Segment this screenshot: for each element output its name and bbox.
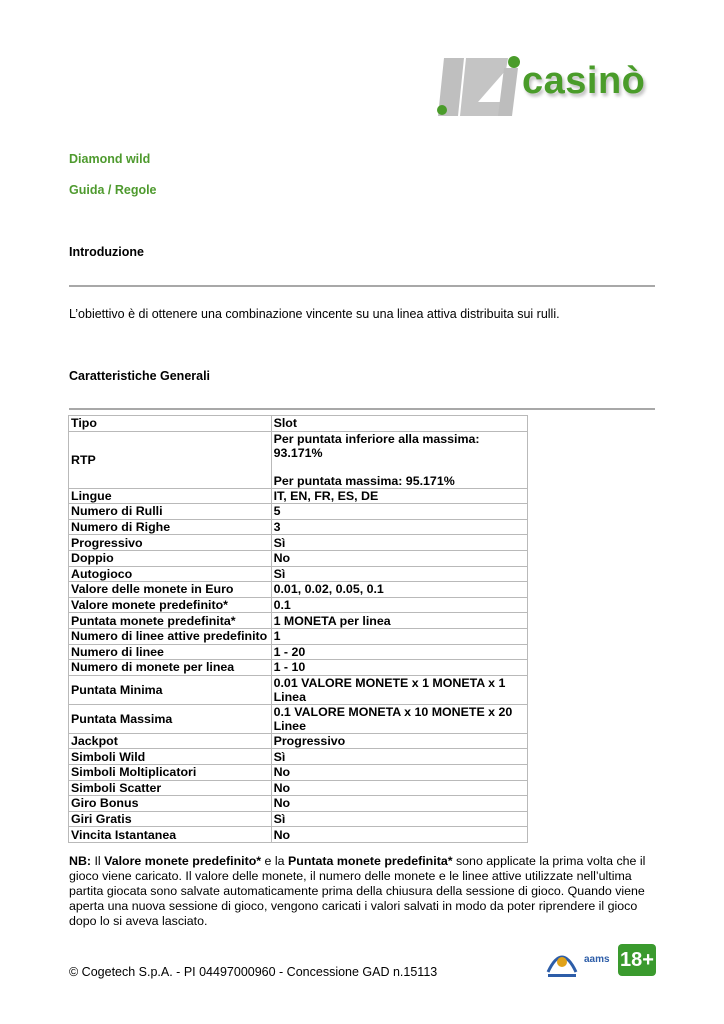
row-value: IT, EN, FR, ES, DE (271, 488, 527, 504)
table-row (69, 644, 528, 660)
row-key: Numero di Righe (69, 519, 272, 535)
table-row (69, 416, 528, 432)
row-value: 0.01, 0.02, 0.05, 0.1 (271, 582, 527, 598)
table-row (69, 796, 528, 812)
logo-wordmark: casinò (522, 60, 646, 102)
row-value: 0.1 (271, 597, 527, 613)
rtp-value: Per puntata inferiore alla massima: 93.171% (273, 431, 480, 460)
table-row (69, 550, 528, 566)
table-row (69, 535, 528, 551)
divider (69, 285, 655, 287)
note-text: Il (91, 854, 105, 868)
row-key: Simboli Scatter (69, 780, 272, 796)
divider (69, 408, 655, 410)
table-row (69, 488, 528, 504)
row-key: Numero di linee attive predefinito (69, 628, 272, 644)
izi-logo-mark-icon (434, 54, 520, 118)
note-label: NB: (69, 854, 92, 868)
note-bold-coin-bet: Puntata monete predefinita* (287, 854, 453, 868)
row-key: Giri Gratis (69, 811, 272, 827)
table-row (69, 827, 528, 843)
izi-casino-logo (434, 54, 660, 124)
rtp-value: Per puntata massima: 95.171% (273, 473, 455, 488)
row-value: Progressivo (271, 733, 527, 749)
row-value: 0.01 VALORE MONETE x 1 MONETA x 1 Linea (271, 675, 527, 704)
gioco-legale-logo-icon (544, 946, 580, 980)
row-key: Valore monete predefinito* (69, 597, 272, 613)
row-value: No (271, 550, 527, 566)
row-key: Jackpot (69, 733, 272, 749)
table-row (69, 566, 528, 582)
table-row (69, 660, 528, 676)
table-row (69, 519, 528, 535)
row-value: Sì (271, 749, 527, 765)
row-key: Numero di linee (69, 644, 272, 660)
age-18-badge: 18+ (618, 944, 656, 976)
row-key: RTP (69, 431, 272, 488)
row-key: Tipo (69, 416, 272, 432)
row-value: 0.1 VALORE MONETA x 10 MONETE x 20 Linee (271, 704, 527, 733)
table-row (69, 780, 528, 796)
features-table (68, 415, 528, 843)
table-row (69, 597, 528, 613)
note-paragraph (69, 854, 649, 929)
row-key: Autogioco (69, 566, 272, 582)
ams-logo-text: aams (584, 954, 610, 965)
row-key: Puntata Massima (69, 704, 272, 733)
table-row (69, 733, 528, 749)
table-row (69, 675, 528, 704)
features-heading: Caratteristiche Generali (69, 369, 211, 383)
row-value: No (271, 796, 527, 812)
row-key: Lingue (69, 488, 272, 504)
table-row (69, 582, 528, 598)
row-value: 1 - 20 (271, 644, 527, 660)
game-title: Diamond wild (69, 152, 151, 166)
row-value: No (271, 780, 527, 796)
game-subtitle: Guida / Regole (69, 183, 157, 197)
row-value: 1 (271, 628, 527, 644)
row-value: 3 (271, 519, 527, 535)
row-key: Giro Bonus (69, 796, 272, 812)
row-key: Numero di monete per linea (69, 660, 272, 676)
row-value (271, 431, 527, 488)
row-key: Valore delle monete in Euro (69, 582, 272, 598)
row-key: Progressivo (69, 535, 272, 551)
row-value: Slot (271, 416, 527, 432)
row-key: Simboli Moltiplicatori (69, 764, 272, 780)
row-value: No (271, 764, 527, 780)
row-value: Sì (271, 566, 527, 582)
note-text: e la (261, 854, 288, 868)
row-value: Sì (271, 535, 527, 551)
intro-text: L’obiettivo è di ottenere una combinazione vincente su una linea attiva distribuita sui rulli. (69, 307, 560, 321)
footer-copyright: © Cogetech S.p.A. - PI 04497000960 - Concessione GAD n.15113 (69, 965, 438, 979)
row-key: Simboli Wild (69, 749, 272, 765)
row-key: Puntata monete predefinita* (69, 613, 272, 629)
row-value: 1 MONETA per linea (271, 613, 527, 629)
table-row (69, 431, 528, 488)
note-text: sono applicate la prima volta che il gioco viene caricato. Il valore delle monete, il numero delle monete e le linee attive utilizzate nell’ultima partita giocata sono salvate automaticamente prima della chiusura della sessione di gioco. Quando viene aperta una nuova sessione di gioco, vengono caricati i valori salvati in modo da poter riprendere il gioco dopo lo si aveva lasciato. (69, 854, 646, 928)
table-row (69, 613, 528, 629)
table-row (69, 811, 528, 827)
row-value: 5 (271, 504, 527, 520)
row-value: 1 - 10 (271, 660, 527, 676)
table-row (69, 704, 528, 733)
table-row (69, 764, 528, 780)
note-bold-coin-value: Valore monete predefinito* (104, 854, 262, 868)
row-key: Numero di Rulli (69, 504, 272, 520)
table-row (69, 504, 528, 520)
row-key: Vincita Istantanea (69, 827, 272, 843)
row-value: Sì (271, 811, 527, 827)
row-key: Doppio (69, 550, 272, 566)
intro-heading: Introduzione (69, 245, 144, 259)
row-value: No (271, 827, 527, 843)
table-row (69, 749, 528, 765)
table-row (69, 628, 528, 644)
footer-badges (544, 944, 658, 984)
row-key: Puntata Minima (69, 675, 272, 704)
